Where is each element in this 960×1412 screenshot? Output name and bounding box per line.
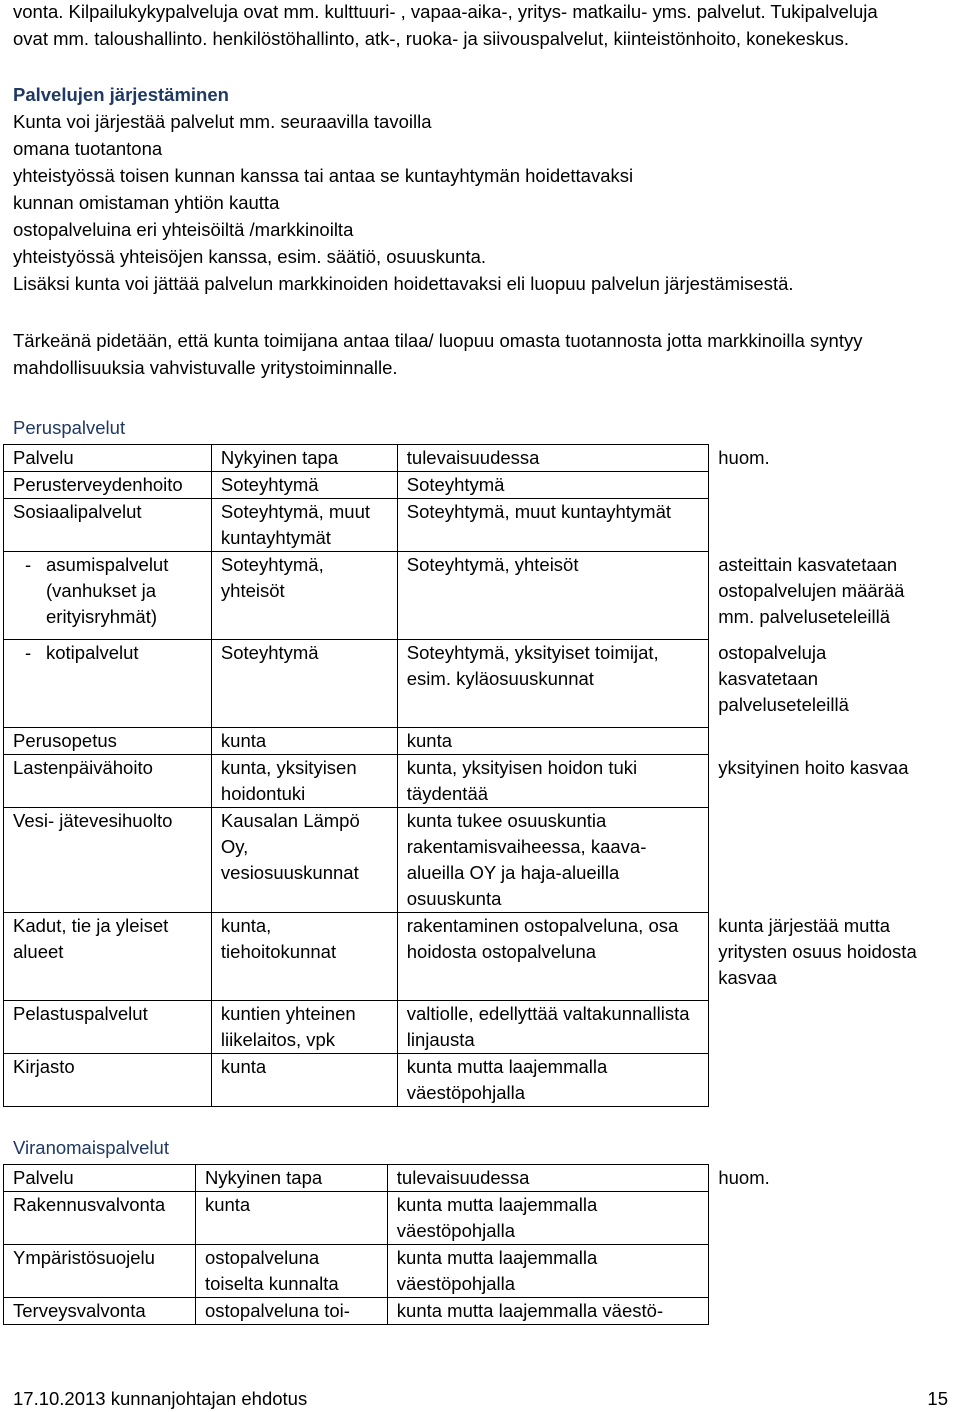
cell: Soteyhtymä, yhteisöt (397, 552, 709, 640)
cell: kunta (211, 728, 397, 755)
text-line: Kunta voi järjestää palvelut mm. seuraavilla tavoilla (13, 111, 432, 132)
arrangement-list (13, 108, 948, 297)
page-footer (13, 1385, 948, 1412)
cell: Terveysvalvonta (4, 1298, 196, 1325)
cell (709, 472, 928, 499)
dash-marker: - (25, 642, 32, 663)
cell: ostopalveluna toiselta kunnalta (195, 1245, 387, 1298)
cell: kunta (211, 1054, 397, 1107)
cell: kunta mutta laajemmalla väestöpohjalla (387, 1245, 709, 1298)
table-header-row (4, 445, 928, 472)
cell: ostopalveluna toi- (195, 1298, 387, 1325)
cell (4, 640, 212, 728)
text-line: kunnan omistaman yhtiön kautta (13, 192, 280, 213)
section-heading-arrangement: Palvelujen järjestäminen (13, 84, 229, 105)
document-page (13, 0, 948, 1325)
text-line: ostopalveluina eri yhteisöiltä /markkinoilta (13, 219, 354, 240)
intro-line: ovat mm. taloushallinto. henkilöstöhallinto, atk-, ruoka- ja siivouspalvelut, kiinteistönhoito, konekeskus. (13, 28, 850, 49)
cell: Soteyhtymä, muut kuntayhtymät (211, 499, 397, 552)
cell: Soteyhtymä, yksityiset toimijat, esim. kyläosuuskunnat (397, 640, 709, 728)
cell: kunta tukee osuuskuntia rakentamisvaiheessa, kaava-alueilla OY ja haja-alueilla osuuskunta (397, 808, 709, 913)
table-row (4, 472, 928, 499)
cell (4, 552, 212, 640)
cell: Soteyhtymä (211, 472, 397, 499)
cell (709, 1192, 928, 1245)
cell: kunta (397, 728, 709, 755)
cell: Kadut, tie ja yleiset alueet (4, 913, 212, 1001)
table-row (4, 728, 928, 755)
header-cell: Nykyinen tapa (195, 1165, 387, 1192)
cell: Soteyhtymä (211, 640, 397, 728)
text-line: yhteistyössä toisen kunnan kanssa tai antaa se kuntayhtymän hoidettavaksi (13, 165, 634, 186)
header-cell: Nykyinen tapa (211, 445, 397, 472)
table-row (4, 913, 928, 1001)
header-cell: huom. (718, 446, 770, 468)
table-header-row (4, 1165, 928, 1192)
cell: Perusopetus (4, 728, 212, 755)
table-row (4, 808, 928, 913)
cell: kunta järjestää mutta yritysten osuus hoidosta kasvaa (718, 914, 917, 988)
cell (709, 1001, 928, 1054)
cell: valtiolle, edellyttää valtakunnallista linjausta (397, 1001, 709, 1054)
cell: kunta mutta laajemmalla väestöpohjalla (387, 1192, 709, 1245)
table-row (4, 1298, 928, 1325)
cell (709, 499, 928, 552)
page-number: 15 (927, 1388, 948, 1409)
text-line: Tärkeänä pidetään, että kunta toimijana antaa tilaa/ luopuu omasta tuotannosta jotta markkinoilla syntyy (13, 330, 863, 351)
cell: Rakennusvalvonta (4, 1192, 196, 1245)
header-cell: Palvelu (4, 1165, 196, 1192)
cell: kunta (195, 1192, 387, 1245)
cell: kunta mutta laajemmalla väestö- (387, 1298, 709, 1325)
cell: kunta mutta laajemmalla väestöpohjalla (397, 1054, 709, 1107)
cell: Soteyhtymä (397, 472, 709, 499)
cell (709, 1298, 928, 1325)
cell: ostopalveluja kasvatetaan palveluseteleillä (718, 641, 849, 715)
table-row (4, 552, 928, 640)
cell: Kirjasto (4, 1054, 212, 1107)
table-row (4, 1054, 928, 1107)
cell-text: kotipalvelut (46, 642, 139, 663)
cell: Soteyhtymä, muut kuntayhtymät (397, 499, 709, 552)
table-row (4, 755, 928, 808)
text-line: yhteistyössä yhteisöjen kanssa, esim. säätiö, osuuskunta. (13, 246, 487, 267)
cell: Lastenpäivähoito (4, 755, 212, 808)
table-row (4, 499, 928, 552)
text-line: omana tuotantona (13, 138, 163, 159)
cell: Perusterveydenhoito (4, 472, 212, 499)
authority-services-table (3, 1164, 928, 1325)
header-cell: Palvelu (4, 445, 212, 472)
intro-line: vonta. Kilpailukykypalveluja ovat mm. kulttuuri- , vapaa-aika-, yritys- matkailu- yms. palvelut. Tukipalveluja (13, 1, 878, 22)
cell: Sosiaalipalvelut (4, 499, 212, 552)
intro-paragraph (13, 0, 948, 52)
section-heading-authority-services: Viranomaispalvelut (13, 1137, 169, 1158)
footer-date-title: 17.10.2013 kunnanjohtajan ehdotus (13, 1388, 308, 1409)
cell: yksityinen hoito kasvaa (718, 756, 909, 778)
cell (709, 1054, 928, 1107)
text-line: mahdollisuuksia vahvistuvalle yritystoiminnalle. (13, 357, 398, 378)
cell (709, 1245, 928, 1298)
important-paragraph (13, 327, 948, 381)
cell: asteittain kasvatetaan ostopalvelujen määrää mm. palveluseteleillä (718, 553, 905, 627)
header-cell: tulevaisuudessa (397, 445, 709, 472)
table-row (4, 1245, 928, 1298)
header-cell: tulevaisuudessa (387, 1165, 709, 1192)
section-heading-basic-services: Peruspalvelut (13, 417, 126, 438)
cell: Kausalan Lämpö Oy, vesiosuuskunnat (211, 808, 397, 913)
dash-marker: - (25, 554, 32, 575)
cell: rakentaminen ostopalveluna, osa hoidosta ostopalveluna (397, 913, 709, 1001)
basic-services-table (3, 444, 928, 1107)
cell: kunta, tiehoitokunnat (211, 913, 397, 1001)
cell (709, 728, 928, 755)
table-row (4, 1001, 928, 1054)
text-line: Lisäksi kunta voi jättää palvelun markkinoiden hoidettavaksi eli luopuu palvelun järjestämisestä. (13, 273, 794, 294)
cell: kuntien yhteinen liikelaitos, vpk (211, 1001, 397, 1054)
cell (709, 808, 928, 913)
cell: Vesi- jätevesihuolto (4, 808, 212, 913)
cell: kunta, yksityisen hoidontuki (211, 755, 397, 808)
table-row (4, 640, 928, 728)
cell: kunta, yksityisen hoidon tuki täydentää (397, 755, 709, 808)
cell: Ympäristösuojelu (4, 1245, 196, 1298)
cell: Pelastuspalvelut (4, 1001, 212, 1054)
table-row (4, 1192, 928, 1245)
cell-text: asumispalvelut (vanhukset ja erityisryhmät) (46, 554, 169, 627)
cell: Soteyhtymä, yhteisöt (211, 552, 397, 640)
header-cell: huom. (718, 1166, 770, 1188)
